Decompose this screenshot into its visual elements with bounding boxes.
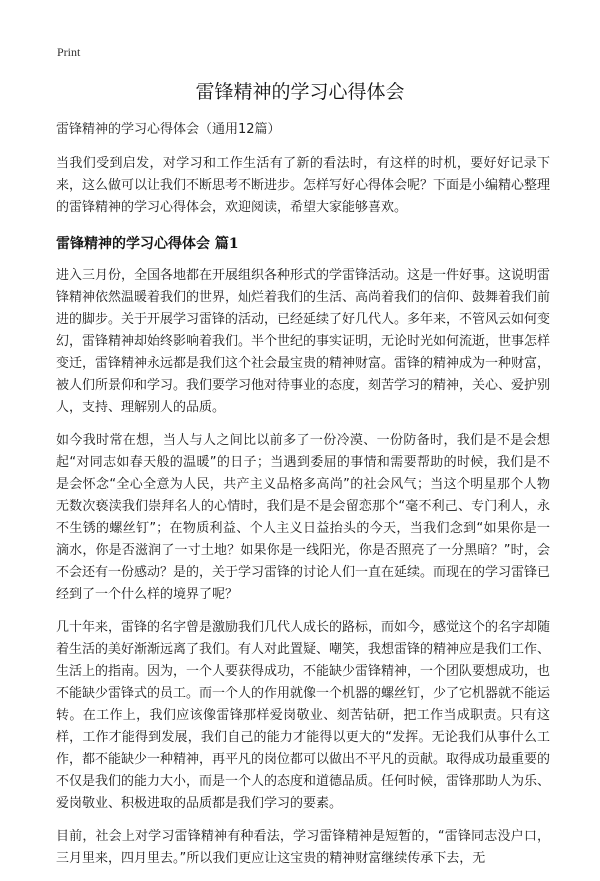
body-paragraph-1: 进入三月份，全国各地都在开展组织各种形式的学雷锋活动。这是一件好事。这说明雷锋精神依然温暖着我们的世界，灿烂着我们的生活、高尚着我们的信仰、鼓舞着我们前进的脚步。关于开展学习雷锋的活动，已经延续了好几代人。多年来，不管风云如何变幻，雷锋精神却始终影响着我们。半个世纪的事实证明，无论时光如何流逝，世事怎样变迁，雷锋精神永远都是我们这个社会最宝贵的精神财富。雷锋的精神成为一种财富，被人们所景仰和学习。我们要学习他对待事业的态度，刻苦学习的精神，关心、爱护别人，支持、理解别人的品质。 [56,268,551,415]
intro-paragraph: 当我们受到启发，对学习和工作生活有了新的看法时，有这样的时机，要好好记录下来，这么做可以让我们不断思考不断进步。怎样写好心得体会呢？下面是小编精心整理的雷锋精神的学习心得体会，欢迎阅读，希望大家能够喜欢。 [56,156,551,215]
document-title: 雷锋精神的学习心得体会 [195,81,405,103]
document-subtitle: 雷锋精神的学习心得体会（通用12篇） [56,122,281,137]
document-body [56,120,550,881]
body-paragraph-4: 目前，社会上对学习雷锋精神有种看法，学习雷锋精神是短暂的，“雷锋同志没户口，三月里来，四月里去。”所以我们更应让这宝贵的精神财富继续传承下去，无 [56,829,550,866]
section-heading: 雷锋精神的学习心得体会 篇1 [56,236,239,252]
body-paragraph-2: 如今我时常在想，当人与人之间比以前多了一份冷漠、一份防备时，我们是不是会想起“对同志如春天般的温暖”的日子；当遇到委屈的事情和需要帮助的时候，我们是不是会怀念“全心全意为人民，共产主义品格多高尚”的社会风气；当这个明星那个人物无数次亵渎我们崇拜名人的心情时，我们是不是会留恋那个“毫不利己、专门利人，永不生锈的螺丝钉”；在物质利益、个人主义日益抬头的今天，当我们念到“如果你是一滴水，你是否滋润了一寸土地？如果你是一线阳光，你是否照亮了一分黑暗？”时，会不会还有一份感动？是的，关于学习雷锋的讨论人们一直在延续。而现在的学习雷锋已经到了一个什么样的境界了呢？ [56,433,551,602]
print-link[interactable]: Print [57,45,81,59]
body-paragraph-3: 几十年来，雷锋的名字曾是激励我们几代人成长的路标，而如今，感觉这个的名字却随着生活的美好渐渐远离了我们。有人对此置疑、嘲笑，我想雷锋的精神应是我们工作、生活上的指南。因为，一个人要获得成功，不能缺少雷锋精神，一个团队要想成功，也不能缺少雷锋式的员工。而一个人的作用就像一个机器的螺丝钉，少了它机器就不能运转。在工作上，我们应该像雷锋那样爱岗敬业、刻苦钻研，把工作当成职责。只有这样，工作才能得到发展，我们自己的能力才能得以更大的“发挥。无论我们从事什么工作，都不能缺少一种精神，再平凡的岗位都可以做出不平凡的贡献。取得成功最重要的不仅是我们的能力大小，而是一个人的态度和道德品质。任何时候，雷锋那助人为乐、爱岗敬业、积极进取的品质都是我们学习的要素。 [56,620,551,811]
